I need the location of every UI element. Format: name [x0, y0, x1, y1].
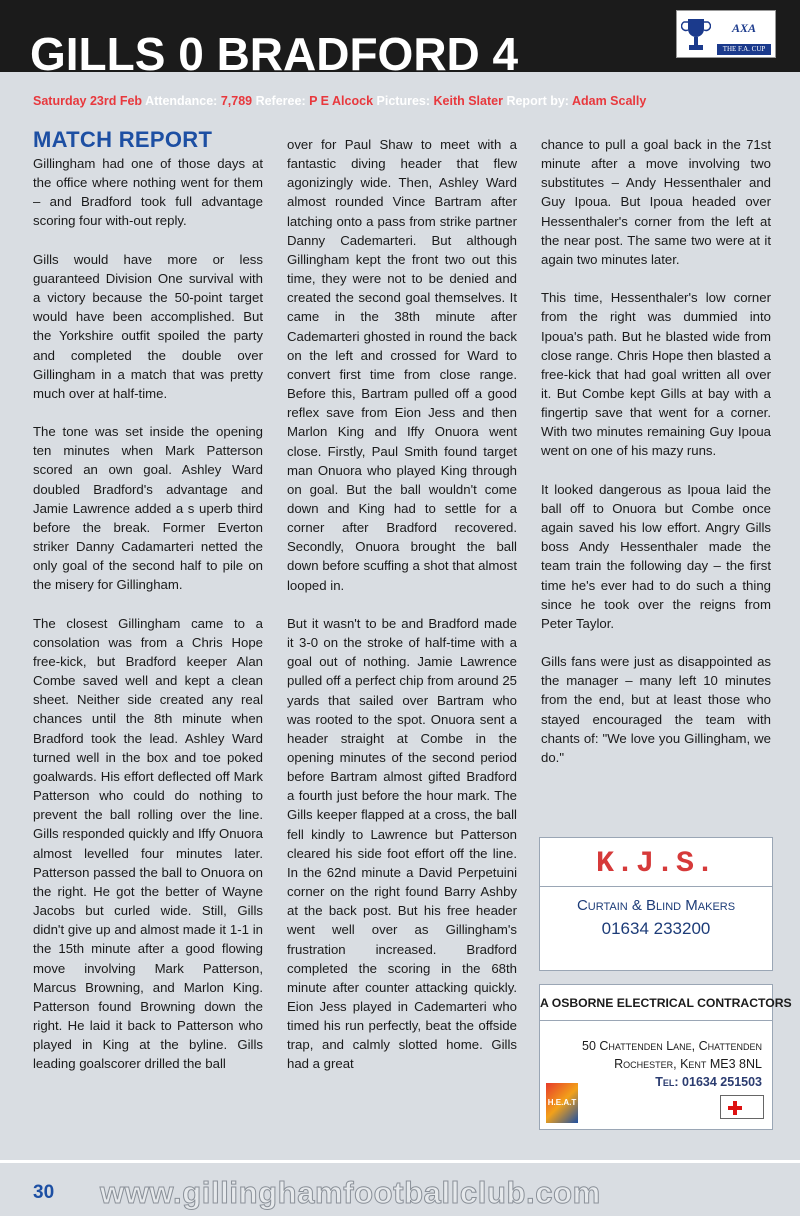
article-column-3 — [541, 135, 771, 767]
osborne-name: A OSBORNE ELECTRICAL CONTRACTORS — [540, 985, 772, 1021]
trophy-icon — [681, 15, 711, 55]
report-by-value: Adam Scally — [571, 94, 647, 108]
article-paragraph: over for Paul Shaw to meet with a fantastic diving header that flew agonizingly wide. Then, Ashley Ward almost rounded Vince Bartram after latching onto a pass from strike partner Danny Cademarteri. But although Gillingham kept the front two out this time, they were not to be denied and created the second goal themselves. It came in the 38th minute after Cademarteri ghosted in round the back on the left and crossed for Ward to convert first time from close range. Before this, Bartram pulled off a good reflex save from Eion Jess and then Marlon King and Iffy Onuora went close. Firstly, Paul Smith found target man Onuora who played King through on goal. But the ball wouldn't come down and King had to settle for a corner after Bradford recovered. Secondly, Onuora brought the ball down before scuffing a shot that almost looped in. — [287, 137, 517, 593]
address-line-2: Rochester, Kent ME3 8NL — [614, 1057, 762, 1071]
osborne-address — [582, 1037, 762, 1091]
osborne-tel: Tel: 01634 251503 — [655, 1075, 762, 1089]
article-paragraph: Gillingham had one of those days at the office where nothing went for them – and Bradford took full advantage scoring four with-out reply. — [33, 156, 263, 229]
report-title: MATCH REPORT — [33, 127, 213, 152]
report-by-label: Report by: — [506, 94, 569, 108]
attendance-value: 7,789 — [220, 94, 253, 108]
article-paragraph: It looked dangerous as Ipoua laid the ball off to Onuora but Combe once again saved his low effort. Angry Gills boss Andy Hessenthaler made the team train the following day – the first time he's ever had to do such a thing since he took over the reigns from Peter Taylor. — [541, 481, 771, 631]
referee-value: P E Alcock — [309, 94, 374, 108]
website-url: www.gillinghamfootballclub.com — [100, 1175, 601, 1210]
page-number: 30 — [33, 1182, 55, 1203]
red-cross-icon — [720, 1095, 764, 1119]
kjs-phone: 01634 233200 — [601, 919, 711, 938]
match-info-bar — [33, 93, 646, 109]
sponsor-logo: AXA — [731, 21, 756, 35]
headline: GILLS 0 BRADFORD 4 — [30, 28, 519, 80]
article-column-2 — [287, 135, 517, 1074]
logo-caption: THE F.A. CUP — [717, 44, 771, 55]
pictures-value: Keith Slater — [433, 94, 503, 108]
article-paragraph: But it wasn't to be and Bradford made it 3-0 on the stroke of half-time with a goal out of nothing. Jamie Lawrence pulled off a perfect chip from around 25 yards that sailed over Bartram who was rooted to the spot. Onuora sent a header straight at Combe in the opening minutes of the second period before Bartram almost gifted Bradford a fourth just before the hour mark. The Gills keeper flapped at a cross, the ball fell kindly to Lawrence but Patterson cleared his side foot effort off the line. In the 62nd minute a David Perpetuini corner on the right found Barry Ashby at the back post. But his free header went well over as Gillingham's frustration increased. Bradford completed the scoring in the 68th minute after counter attacking quickly. Eion Jess played in Cademarteri who timed his run perfectly, beat the offside trap, and calmly slotted home. Gills had a great — [287, 615, 517, 1072]
article-paragraph: chance to pull a goal back in the 71st minute after a move involving two substitutes – Andy Hessenthaler and Guy Ipoua. But Ipoua headed over Hessenthaler's corner from the left at the near post. The same two were at it again two minutes later. — [541, 137, 771, 267]
article-column-1 — [33, 128, 263, 1073]
footer-divider — [0, 1160, 800, 1163]
address-line-1: 50 Chattenden Lane, Chattenden — [582, 1039, 762, 1053]
referee-label: Referee: — [255, 94, 306, 108]
article-paragraph: This time, Hessenthaler's low corner from the right was dummied into Ipoua's path. But he blasted wide from close range. Chris Hope then blasted a free-kick that had goal written all over it. But Combe kept Gills at bay with a fingertip save that went for a corner. With two minutes remaining Guy Ipoua went on one of his mazy runs. — [541, 290, 771, 459]
osborne-advert — [539, 984, 792, 1130]
header-bar — [0, 0, 800, 80]
article-paragraph: Gills fans were just as disappointed as the manager – many left 10 minutes from the end, but at least those who stayed encouraged the team with chants of: "We love you Gillingham, we do." — [541, 654, 771, 765]
attendance-label: Attendance: — [145, 94, 218, 108]
fa-cup-logo — [676, 10, 776, 58]
heat-logo: H.E.A.T — [546, 1083, 578, 1123]
article-paragraph: The closest Gillingham came to a consolation was from a Chris Hope free-kick, but Bradford keeper Alan Combe saved well and kept a clean sheet. Neither side created any real chances until the 8th minute when Bradford took the lead. Ashley Ward turned well in the box and toe poked goalwards. His effort deflected off Mark Patterson who could do nothing to prevent the ball rolling over the line. Gills responded quickly and Iffy Onuora almost levelled four minutes later. Patterson passed the ball to Onuora on the right. He got the better of Wayne Jacobs but curled wide. Still, Gills didn't give up and almost made it 1-1 in the 15th minute after a good flowing move involving Mark Patterson, Marcus Browning, and Marlon King. Patterson found Browning down the right. He laid it back to Patterson who played in King at the byline. Gills leading goalscorer drilled the ball — [33, 615, 263, 1072]
pictures-label: Pictures: — [376, 94, 431, 108]
article-paragraph: Gills would have more or less guaranteed Division One survival with a victory because the 50-point target would have been accomplished. But the Yorkshire outfit spoiled the party and completed the double over Gillingham in a match that was pretty much over at half-time. — [33, 251, 263, 401]
kjs-advert — [539, 837, 773, 971]
kjs-brand: K.J.S. — [595, 847, 717, 881]
advert-divider — [540, 886, 772, 887]
article-paragraph: The tone was set inside the opening ten minutes when Mark Patterson scored an own goal. Ashley Ward doubled Bradford's advantage and Jamie Lawrence added a s uperb third before the break. Former Everton striker Danny Cadamarteri netted the only goal of the second half to pile on the misery for Gillingham. — [33, 424, 263, 593]
match-date: Saturday 23rd Feb — [33, 94, 143, 108]
kjs-tagline: Curtain & Blind Makers — [576, 897, 736, 914]
